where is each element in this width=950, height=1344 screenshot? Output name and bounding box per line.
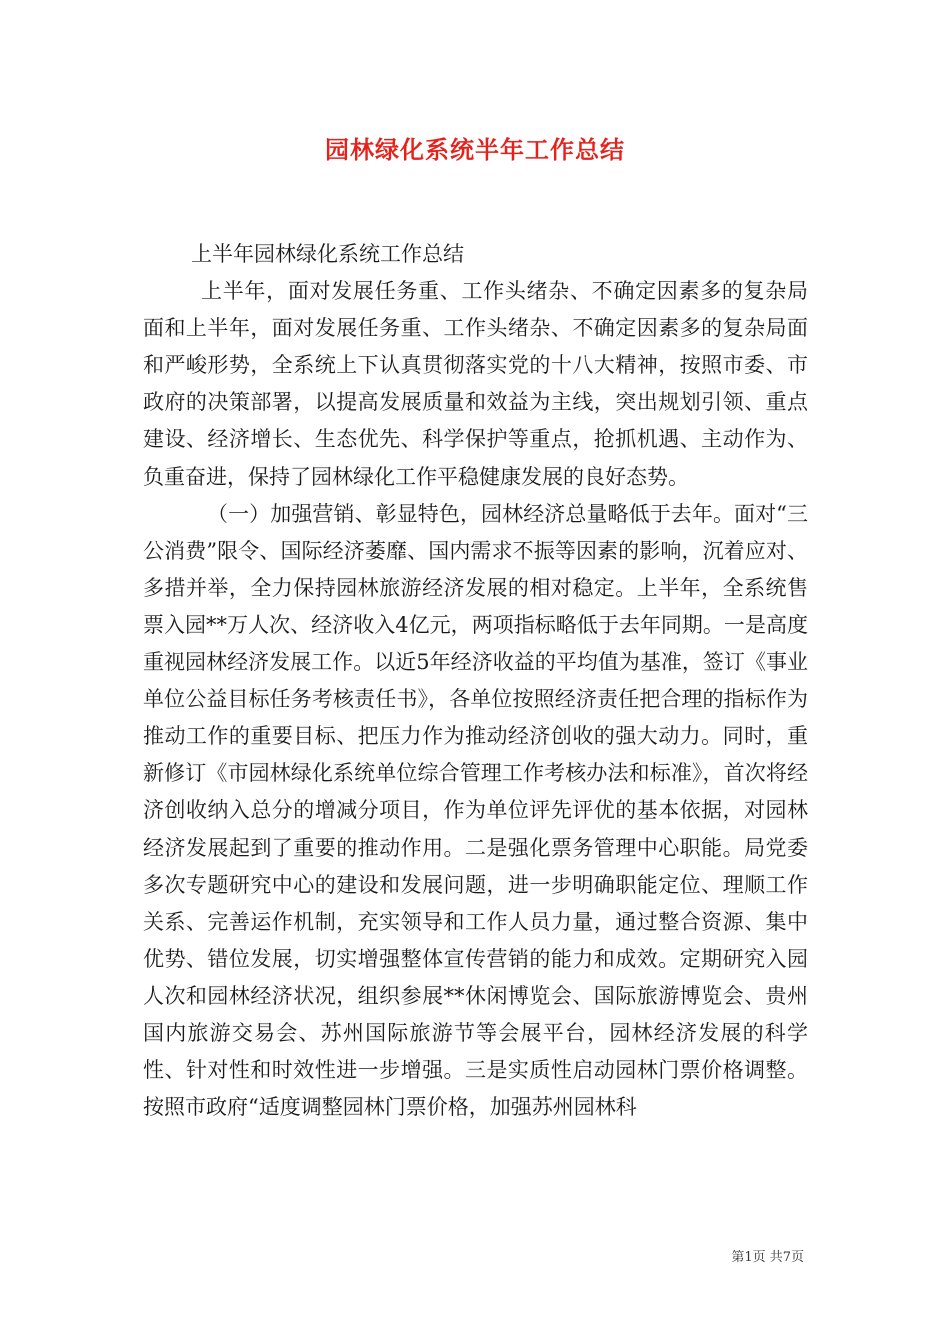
subtitle-paragraph: 上半年园林绿化系统工作总结 [191, 242, 464, 266]
intro-paragraph: 上半年，面对发展任务重、工作头绪杂、不确定因素多的复杂局面和上半年，面对发展任务重、工作头绪杂、不确定因素多的复杂局面和严峻形势，全系统上下认真贯彻落实党的十八大精神，按照市委、市政府的决策部署，以提高发展质量和效益为主线，突出规划引领、重点建设、经济增长、生态优先、科学保护等重点，抢抓机遇、主动作为、负重奋进，保持了园林绿化工作平稳健康发展的良好态势。 [143, 279, 808, 489]
document-title: 园林绿化系统半年工作总结 [325, 135, 625, 164]
page-number: 第1页 共7页 [731, 1250, 804, 1265]
section-one-paragraph: （一）加强营销、彰显特色，园林经济总量略低于去年。面对“三公消费”限令、国际经济萎靡、国内需求不振等因素的影响，沉着应对、多措并举，全力保持园林旅游经济发展的相对稳定。上半年，全系统售票入园**万人次、经济收入4亿元，两项指标略低于去年同期。一是高度重视园林经济发展工作。以近5年经济收益的平均值为基准，签订《事业单位公益目标任务考核责任书》，各单位按照经济责任把合理的指标作为推动工作的重要目标、把压力作为推动经济创收的强大动力。同时，重新修订《市园林绿化系统单位综合管理工作考核办法和标准》，首次将经济创收纳入总分的增减分项目，作为单位评先评优的基本依据，对园林经济发展起到了重要的推动作用。二是强化票务管理中心职能。局党委多次专题研究中心的建设和发展问题，进一步明确职能定位、理顺工作关系、完善运作机制，充实领导和工作人员力量，通过整合资源、集中优势、错位发展，切实增强整体宣传营销的能力和成效。定期研究入园人次和园林经济状况，组织参展**休闲博览会、国际旅游博览会、贵州国内旅游交易会、苏州国际旅游节等会展平台，园林经济发展的科学性、针对性和时效性进一步增强。三是实质性启动园林门票价格调整。按照市政府“适度调整园林门票价格，加强苏州园林科 [143, 501, 808, 1120]
document-body [143, 236, 808, 1126]
